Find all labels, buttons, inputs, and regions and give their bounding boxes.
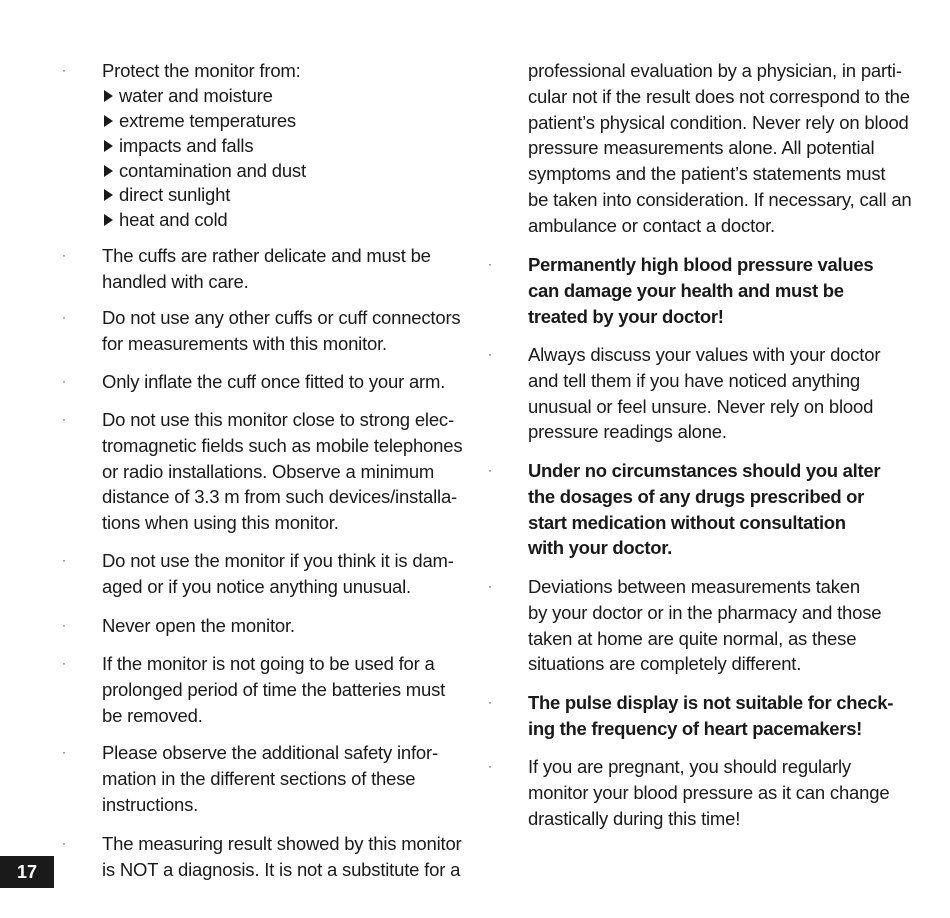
- triangle-right-icon: [104, 189, 113, 201]
- sub-list-label: water and moisture: [119, 85, 273, 107]
- bullet-dot: ·: [488, 579, 492, 593]
- text-line: pressure readings alone.: [528, 421, 727, 443]
- text-line: for measurements with this monitor.: [102, 332, 387, 354]
- sub-list-item: [102, 84, 306, 109]
- sub-list: [102, 84, 306, 233]
- list-item: [488, 342, 881, 445]
- text-line: unusual or feel unsure. Never rely on blood: [528, 395, 874, 417]
- list-item: [62, 613, 295, 639]
- text-line: If the monitor is not going to be used for a: [102, 653, 435, 674]
- text-line: distance of 3.3 m from such devices/installa-: [102, 486, 457, 508]
- triangle-right-icon: [104, 115, 113, 127]
- list-item: [62, 831, 462, 883]
- text-line: patient’s physical condition. Never rely on blood: [528, 111, 909, 133]
- sub-list-label: contamination and dust: [119, 159, 306, 181]
- text-line: situations are completely different.: [528, 653, 802, 675]
- text-line: instructions.: [102, 793, 199, 815]
- bullet-dot: ·: [62, 310, 66, 324]
- text-line: ambulance or contact a doctor.: [528, 214, 775, 236]
- text-line: start medication without consultation: [528, 511, 846, 533]
- list-item: [62, 740, 438, 817]
- list-item: [62, 305, 461, 357]
- text-line: The cuffs are rather delicate and must be: [102, 245, 431, 266]
- text-line: Do not use any other cuffs or cuff connectors: [102, 307, 461, 328]
- text-line: tions when using this monitor.: [102, 512, 339, 534]
- text-line: is NOT a diagnosis. It is not a substitute for a: [102, 858, 461, 880]
- triangle-right-icon: [104, 165, 113, 177]
- text-line: prolonged period of time the batteries must: [102, 678, 446, 700]
- text-line: Always discuss your values with your doctor: [528, 344, 881, 365]
- bullet-dot: ·: [62, 248, 66, 262]
- list-item: [488, 252, 874, 329]
- bullet-dot: ·: [488, 257, 492, 271]
- list-item: [62, 58, 306, 233]
- list-item: [488, 690, 894, 742]
- text-line: symptoms and the patient’s statements must: [528, 163, 886, 185]
- text-line: monitor your blood pressure as it can change: [528, 781, 890, 803]
- sub-list-item: [102, 183, 306, 208]
- sub-list-item: [102, 109, 306, 134]
- triangle-right-icon: [104, 90, 113, 102]
- sub-list-item: [102, 158, 306, 183]
- bullet-dot: ·: [62, 618, 66, 632]
- sub-list-label: heat and cold: [119, 209, 228, 231]
- text-line: be removed.: [102, 704, 203, 726]
- list-item: [488, 458, 881, 561]
- bullet-dot: ·: [488, 347, 492, 361]
- triangle-right-icon: [104, 140, 113, 152]
- text-line: cular not if the result does not correspond to the: [528, 85, 910, 107]
- text-line: pressure measurements alone. All potential: [528, 137, 875, 159]
- bullet-dot: ·: [62, 745, 66, 759]
- list-item: [62, 369, 446, 395]
- text-line: by your doctor or in the pharmacy and those: [528, 601, 882, 623]
- bullet-dot: ·: [488, 463, 492, 477]
- list-item: [62, 651, 446, 728]
- list-item: [62, 548, 454, 600]
- text-line: with your doctor.: [528, 537, 672, 559]
- bullet-dot: ·: [62, 63, 66, 77]
- text-line: or radio installations. Observe a minimum: [102, 460, 435, 482]
- bullet-dot: ·: [62, 374, 66, 388]
- sub-list-label: extreme temperatures: [119, 110, 296, 132]
- text-line: Do not use this monitor close to strong elec-: [102, 409, 454, 430]
- text-line: and tell them if you have noticed anything: [528, 369, 861, 391]
- list-item: [62, 407, 463, 536]
- text-line: taken at home are quite normal, as these: [528, 627, 857, 649]
- text-line: Under no circumstances should you alter: [528, 460, 881, 481]
- list-item: [488, 574, 882, 677]
- list-item: [62, 243, 431, 295]
- text-line: aged or if you notice anything unusual.: [102, 575, 411, 597]
- sub-list-label: direct sunlight: [119, 184, 231, 206]
- text-line: Protect the monitor from:: [102, 60, 301, 81]
- sub-list-item: [102, 208, 306, 233]
- sub-list-label: impacts and falls: [119, 134, 254, 156]
- sub-list-item: [102, 133, 306, 158]
- text-line: can damage your health and must be: [528, 279, 844, 301]
- text-line: the dosages of any drugs prescribed or: [528, 485, 865, 507]
- text-line: treated by your doctor!: [528, 305, 724, 327]
- text-line: be taken into consideration. If necessary, call an: [528, 188, 912, 210]
- text-line: professional evaluation by a physician, in parti-: [528, 60, 902, 81]
- text-line: Never open the monitor.: [102, 615, 295, 636]
- page-number: 17: [0, 856, 54, 888]
- list-item: [528, 58, 912, 239]
- text-line: The measuring result showed by this monitor: [102, 833, 462, 854]
- text-line: drastically during this time!: [528, 807, 741, 829]
- text-line: Do not use the monitor if you think it is dam-: [102, 550, 454, 571]
- text-line: Permanently high blood pressure values: [528, 254, 874, 275]
- list-item: [488, 754, 890, 831]
- text-line: ing the frequency of heart pacemakers!: [528, 717, 863, 739]
- bullet-dot: ·: [488, 759, 492, 773]
- bullet-dot: ·: [62, 412, 66, 426]
- text-line: If you are pregnant, you should regularly: [528, 756, 851, 777]
- text-line: The pulse display is not suitable for check-: [528, 692, 894, 713]
- text-line: mation in the different sections of these: [102, 767, 416, 789]
- text-line: Only inflate the cuff once fitted to your arm.: [102, 371, 446, 392]
- bullet-dot: ·: [488, 695, 492, 709]
- bullet-dot: ·: [62, 656, 66, 670]
- bullet-dot: ·: [62, 553, 66, 567]
- text-line: Deviations between measurements taken: [528, 576, 860, 597]
- text-line: handled with care.: [102, 270, 249, 292]
- triangle-right-icon: [104, 214, 113, 226]
- text-line: Please observe the additional safety infor-: [102, 742, 438, 763]
- text-line: tromagnetic fields such as mobile telephones: [102, 434, 463, 456]
- bullet-dot: ·: [62, 836, 66, 850]
